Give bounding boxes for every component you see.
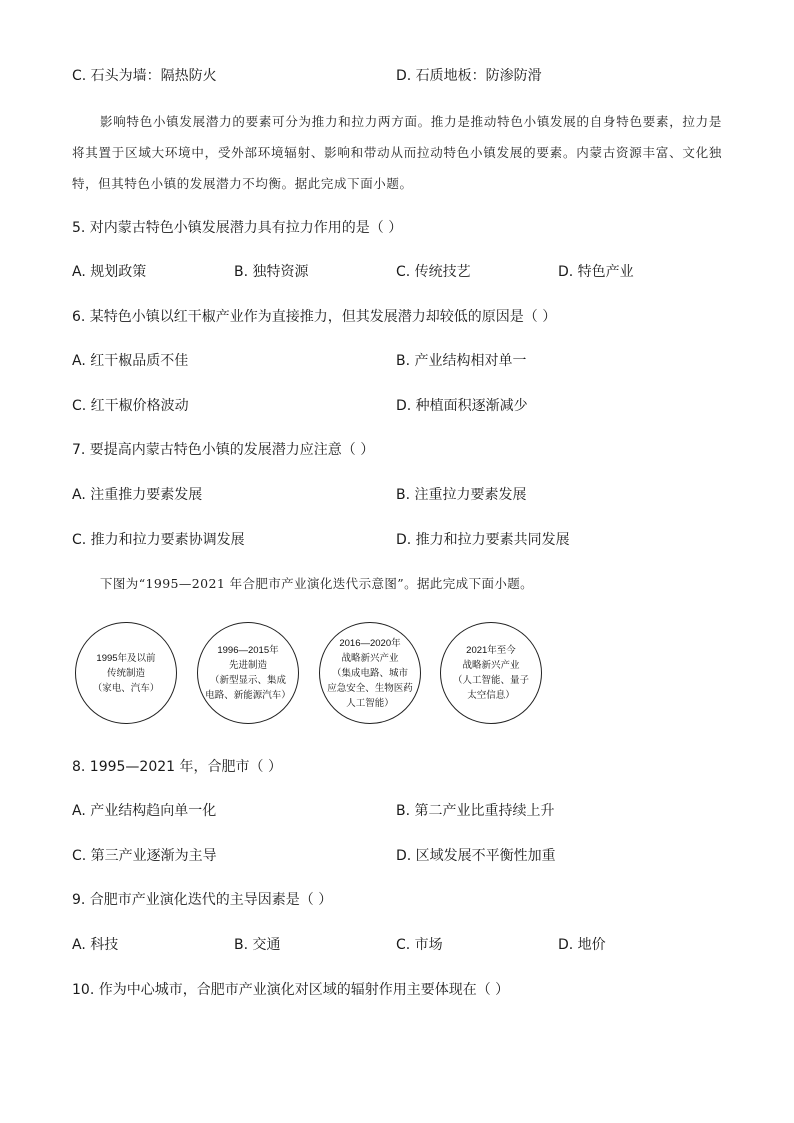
- q8-option-c: C. 第三产业逐渐为主导: [72, 848, 217, 864]
- circle-text: 先进制造: [228, 660, 267, 671]
- q6-option-c: C. 红干椒价格波动: [72, 398, 189, 414]
- q7-stem: 7. 要提高内蒙古特色小镇的发展潜力应注意（ ）: [72, 442, 375, 458]
- q7-option-d: D. 推力和拉力要素共同发展: [396, 532, 570, 548]
- q7-option-a: A. 注重推力要素发展: [72, 487, 203, 503]
- q5-option-b: B. 独特资源: [234, 264, 309, 280]
- circle-text: 1995年及以前: [96, 652, 156, 664]
- q9-stem: 9. 合肥市产业演化迭代的主导因素是（ ）: [72, 892, 333, 908]
- figure-circle-2021: [440, 622, 542, 724]
- circle-text: 电路、新能源汽车）: [205, 690, 291, 701]
- passage-town-potential: 影响特色小镇发展潜力的要素可分为推力和拉力两方面。推力是推动特色小镇发展的自身特色要素，拉力是将其置于区域大环境中，受外部环境辐射、影响和带动从而拉动特色小镇发展的要素。内蒙古资源丰富、文化独特，但其特色小镇的发展潜力不均衡。据此完成下面小题。: [72, 114, 722, 191]
- q8-option-a: A. 产业结构趋向单一化: [72, 803, 217, 819]
- circle-text: 2021年至今: [466, 645, 516, 656]
- q5-option-a: A. 规划政策: [72, 264, 147, 280]
- figure-circle-2016: [319, 622, 421, 724]
- circle-text: 传统制造: [106, 667, 145, 679]
- q6-option-b: B. 产业结构相对单一: [396, 353, 527, 369]
- q5-stem: 5. 对内蒙古特色小镇发展潜力具有拉力作用的是（ ）: [72, 220, 403, 236]
- q8-option-b: B. 第二产业比重持续上升: [396, 803, 555, 819]
- q5-option-d: D. 特色产业: [558, 264, 634, 280]
- circle-text: （人工智能、量子: [452, 675, 529, 686]
- q7-option-b: B. 注重拉力要素发展: [396, 487, 527, 503]
- q8-stem: 8. 1995—2021 年，合肥市（ ）: [72, 759, 282, 775]
- circle-text: （家电、汽车）: [92, 682, 160, 694]
- q6-option-d: D. 种植面积逐渐减少: [396, 398, 528, 414]
- q6-stem: 6. 某特色小镇以红干椒产业作为直接推力，但其发展潜力却较低的原因是（ ）: [72, 309, 557, 325]
- circle-text: 人工智能）: [346, 697, 394, 709]
- q8-option-d: D. 区域发展不平衡性加重: [396, 848, 556, 864]
- circle-text: 战略新兴产业: [341, 652, 399, 664]
- circle-text: 战略新兴产业: [462, 660, 520, 671]
- circle-text: （新型显示、集成: [209, 675, 286, 686]
- q7-option-c: C. 推力和拉力要素协调发展: [72, 532, 245, 548]
- circle-text: 太空信息）: [467, 690, 515, 701]
- q4-option-c: C. 石头为墙：隔热防火: [72, 68, 217, 84]
- q10-stem: 10. 作为中心城市，合肥市产业演化对区域的辐射作用主要体现在（ ）: [72, 982, 510, 998]
- figure-circle-1996: [197, 622, 299, 724]
- q4-option-d: D. 石质地板：防渗防滑: [396, 68, 542, 84]
- q6-option-a: A. 红干椒品质不佳: [72, 353, 189, 369]
- q9-option-c: C. 市场: [396, 937, 443, 953]
- figure-circle-1995: [75, 622, 177, 724]
- q5-option-c: C. 传统技艺: [396, 264, 471, 280]
- circle-text: 2016—2020年: [339, 637, 401, 649]
- q9-option-a: A. 科技: [72, 937, 119, 953]
- circle-text: 1996—2015年: [217, 645, 279, 656]
- q9-option-b: B. 交通: [234, 937, 281, 953]
- passage-hefei-figure-intro: 下图为“1995—2021 年合肥市产业演化迭代示意图”。据此完成下面小题。: [100, 576, 534, 591]
- circle-text: （集成电路、城市: [331, 667, 408, 679]
- circle-text: 应急安全、生物医药: [327, 682, 413, 694]
- q9-option-d: D. 地价: [558, 937, 606, 953]
